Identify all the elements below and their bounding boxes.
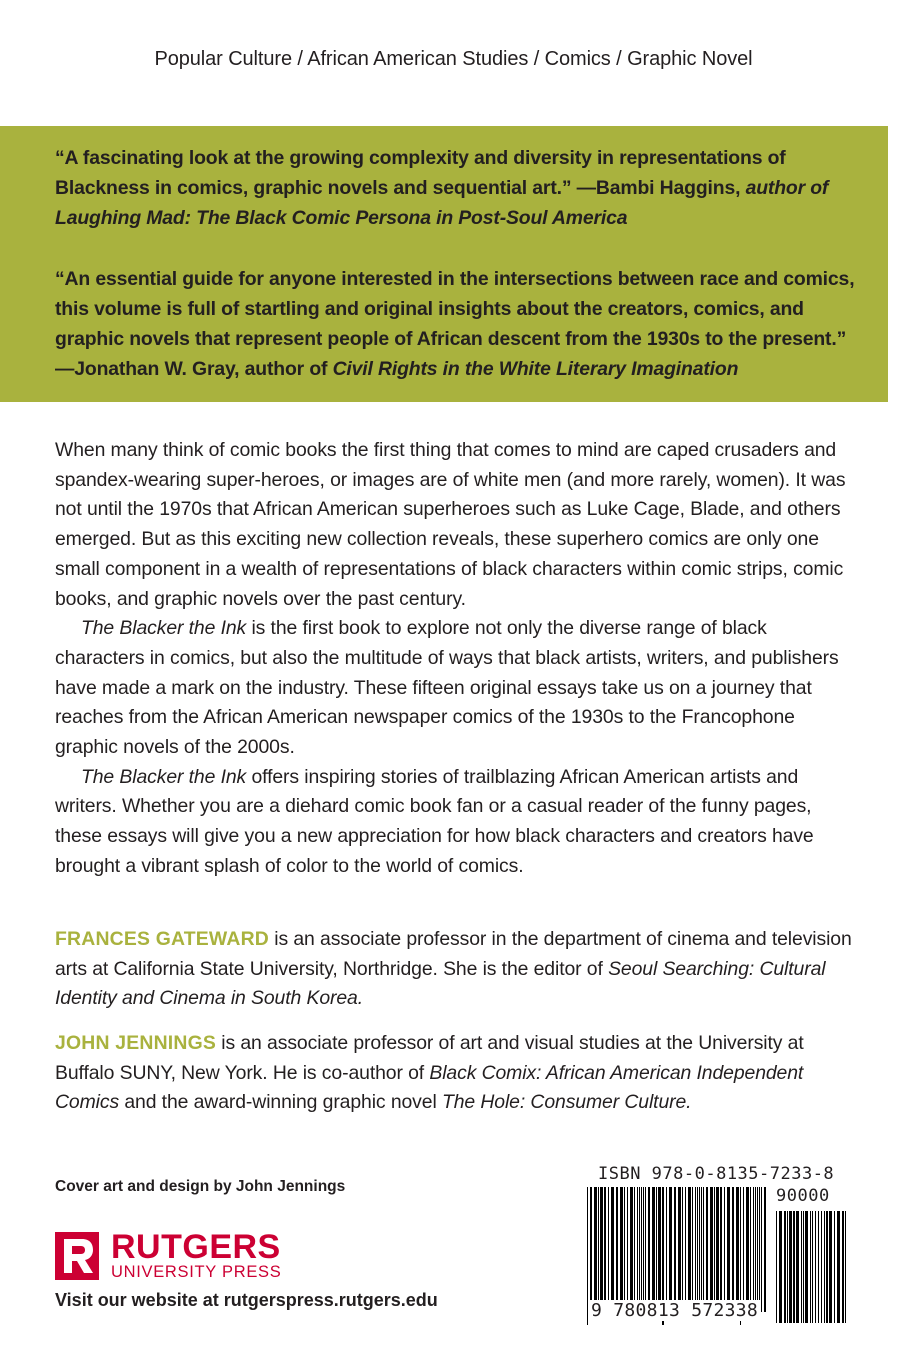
- barcode-bar: [674, 1187, 676, 1312]
- barcode-bar: [761, 1187, 762, 1312]
- barcode-bar: [764, 1187, 766, 1312]
- barcode-addon-bar: [789, 1211, 792, 1323]
- barcode-addon-bar: [784, 1211, 786, 1323]
- barcode-bar: [716, 1187, 719, 1312]
- blurb-quote: [55, 264, 855, 384]
- barcode-bar: [652, 1187, 655, 1312]
- editor-bio: [55, 1029, 855, 1118]
- barcode-bar: [639, 1187, 640, 1312]
- publisher-logo: [55, 1228, 315, 1282]
- barcode-bar: [701, 1187, 702, 1312]
- barcode-bar: [714, 1187, 715, 1312]
- barcode-bar: [759, 1187, 760, 1312]
- editor-name: JOHN JENNINGS: [55, 1032, 216, 1054]
- barcode-bar: [666, 1187, 667, 1312]
- barcode-addon-bar: [805, 1211, 808, 1323]
- barcode-addon-digits: 90000: [776, 1186, 830, 1206]
- barcode-bar: [755, 1187, 756, 1312]
- barcode-bar: [703, 1187, 704, 1312]
- barcode-bar: [611, 1187, 614, 1312]
- barcode-bar: [641, 1187, 642, 1312]
- book-title: The Blacker the Ink: [81, 617, 247, 640]
- editor-name: FRANCES GATEWARD: [55, 928, 269, 950]
- rutgers-r-logo-icon: [55, 1232, 99, 1280]
- barcode-bar: [724, 1187, 725, 1312]
- barcode-bar: [656, 1187, 657, 1312]
- barcode-bar: [594, 1187, 597, 1312]
- category-line: Popular Culture / African American Studies / Comics / Graphic Novel: [154, 48, 753, 70]
- barcode-bar: [645, 1187, 646, 1312]
- bio-book-title: Black Comix: African American Independent Comics: [55, 1061, 804, 1114]
- barcode-addon-bar: [776, 1211, 777, 1323]
- isbn-label: ISBN 978-0-8135-7233-8: [598, 1164, 835, 1184]
- barcode-addon-bar: [826, 1211, 828, 1323]
- barcode-addon-bar: [796, 1211, 799, 1323]
- barcode-bar: [634, 1187, 635, 1312]
- description-paragraph: [55, 614, 855, 763]
- barcode-bar: [682, 1187, 683, 1312]
- barcode-addon-bar: [803, 1211, 804, 1323]
- barcode-bar: [627, 1187, 628, 1312]
- barcode-addon-bar: [837, 1211, 840, 1323]
- description-paragraph: [55, 763, 855, 882]
- blurb-text: “An essential guide for anyone interested in the intersections between race and comics, this volume is full of startling and original insights about the creators, comics, and graphic novels that represent people of African descent from the 1930s to the present.” —Jonathan W. Gray, author of: [55, 268, 855, 380]
- barcode-bar: [604, 1187, 606, 1312]
- barcode-bar: [598, 1187, 599, 1312]
- barcode-bar: [643, 1187, 644, 1312]
- barcode-digits: 9 780813 572338: [591, 1300, 759, 1321]
- bio-text: is an associate professor of art and visual studies at the University at Buffalo SUNY, New York. He is co-author of: [55, 1032, 804, 1084]
- barcode-bar: [692, 1187, 693, 1312]
- bio-text: is an associate professor in the department of cinema and television arts at California State University, Northridge. She is the editor of: [55, 928, 852, 980]
- barcode-addon-bar: [801, 1211, 802, 1323]
- barcode-addon-bar: [810, 1211, 811, 1323]
- blurb-quote: [55, 143, 855, 233]
- blurb-attribution: author of Laughing Mad: The Black Comic Persona in Post-Soul America: [55, 177, 829, 229]
- blurb-attribution: Civil Rights in the White Literary Imagination: [332, 358, 739, 380]
- barcode-addon-bar: [779, 1211, 782, 1323]
- barcode-bar: [757, 1187, 758, 1312]
- barcode-bar: [710, 1187, 713, 1312]
- barcode-addon-bar: [834, 1211, 835, 1323]
- barcode-bar: [608, 1187, 609, 1312]
- barcode-bar: [688, 1187, 691, 1312]
- barcode-addon-bar: [812, 1211, 813, 1323]
- barcode-addon-bar: [818, 1211, 819, 1323]
- barcode-bar: [753, 1187, 754, 1312]
- barcode-addon-bar: [815, 1211, 816, 1323]
- publisher-subtitle: UNIVERSITY PRESS: [111, 1263, 282, 1281]
- barcode-bar: [697, 1187, 698, 1312]
- bio-book-title: Seoul Searching: Cultural Identity and Cinema in South Korea.: [55, 957, 826, 1010]
- barcode-bar: [637, 1187, 638, 1312]
- barcode-addon-bar: [845, 1211, 846, 1323]
- barcode-bar: [648, 1187, 650, 1312]
- barcode-bar: [678, 1187, 681, 1312]
- barcode-addon-bar: [821, 1211, 822, 1323]
- barcode-bar: [736, 1187, 739, 1312]
- book-description: [55, 436, 855, 882]
- website-link[interactable]: Visit our website at rutgerspress.rutgers.edu: [55, 1290, 438, 1310]
- description-text: offers inspiring stories of trailblazing African American artists and writers. Whether you are a diehard comic book fan or a casual reader of the funny pages, these essays will give you a new appreciation for how black characters and creators have brought a vibrant splash of color to the world of comics.: [55, 765, 814, 877]
- barcode-bar: [616, 1187, 618, 1312]
- barcode-addon-bar: [842, 1211, 844, 1323]
- barcode-bar: [727, 1187, 730, 1312]
- barcode-bar: [746, 1187, 749, 1312]
- editor-bio: [55, 925, 855, 1014]
- barcode-addon-bar: [793, 1211, 795, 1323]
- description-text: is the first book to explore not only the diverse range of black characters in comics, but also the multitude of ways that black artists, writers, and publishers have made a mark on the industry. These fifteen original essays take us on a journey that reaches from the African American newspaper comics of the 1930s to the Francophone graphic novels of the 2000s.: [55, 617, 839, 759]
- barcode-bar: [699, 1187, 700, 1312]
- barcode-bar: [720, 1187, 722, 1312]
- barcode-bar: [587, 1187, 588, 1325]
- barcode-bar: [620, 1187, 623, 1312]
- bio-book-title: The Hole: Consumer Culture.: [441, 1091, 692, 1114]
- cover-credit: Cover art and design by John Jennings: [55, 1178, 346, 1195]
- barcode-bar: [743, 1187, 744, 1312]
- bio-text: and the award-winning graphic novel: [119, 1091, 442, 1114]
- barcode-bar: [658, 1187, 661, 1312]
- barcode-bar: [669, 1187, 672, 1312]
- blurb-text: “A fascinating look at the growing complexity and diversity in representations of Blackness in comics, graphic novels and sequential art.” —Bambi Haggins,: [55, 147, 786, 199]
- barcode-bar: [695, 1187, 696, 1312]
- description-paragraph: When many think of comic books the first thing that comes to mind are caped crusaders and spandex-wearing super-heroes, or images are of white men (and more rarely, women). It was not until the 1970s that African American superheroes such as Luke Cage, Blade, and others emerged. But as this exciting new collection reveals, these superhero comics are only one small component in a wealth of representations of black characters within comic strips, comic books, and graphic novels over the past century.: [55, 439, 846, 610]
- barcode-bar: [750, 1187, 751, 1312]
- barcode-bar: [706, 1187, 708, 1312]
- barcode-addon-bar: [829, 1211, 832, 1323]
- barcode-bar: [732, 1187, 734, 1312]
- publisher-name: RUTGERS: [111, 1228, 281, 1266]
- barcode-bar: [685, 1187, 686, 1312]
- barcode-bar: [600, 1187, 603, 1312]
- barcode-bar: [590, 1187, 592, 1312]
- book-title: The Blacker the Ink: [81, 765, 247, 788]
- barcode-addon-bar: [824, 1211, 825, 1323]
- barcode-addon-bar: [787, 1211, 788, 1323]
- barcode-bar: [624, 1187, 625, 1312]
- barcode-bar: [630, 1187, 633, 1312]
